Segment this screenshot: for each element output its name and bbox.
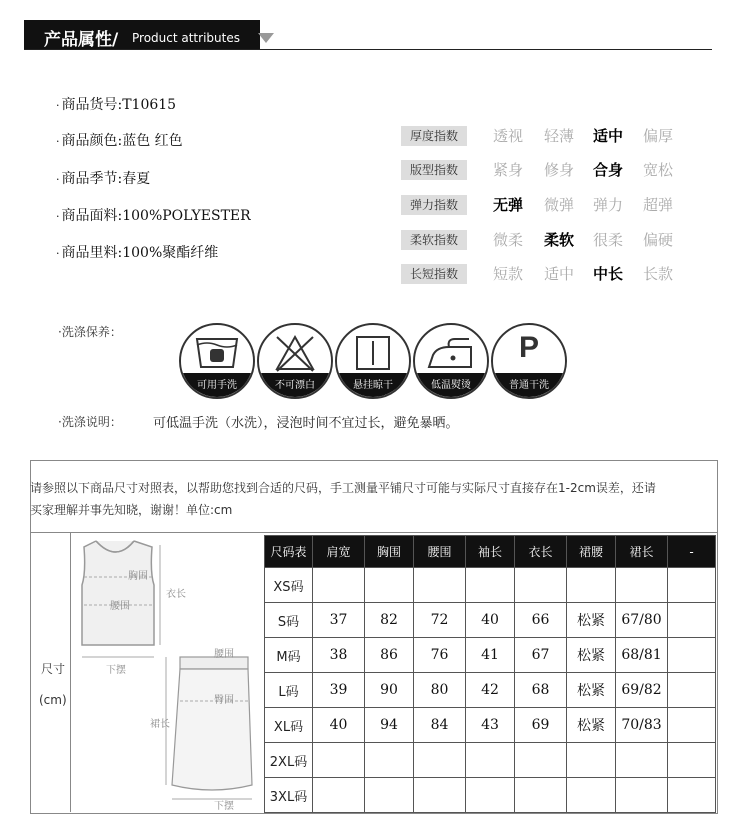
info-item-season: · 商品季节:春夏	[56, 171, 151, 187]
size-value-cell: 70/83	[616, 708, 668, 743]
info-item-color: · 商品颜色:蓝色 红色	[56, 133, 183, 149]
size-value-cell: 68/81	[616, 638, 668, 673]
diagram-label-hip: 臀围	[214, 695, 234, 706]
size-table-header	[265, 536, 716, 568]
size-value-cell: 80	[414, 673, 466, 708]
size-value-cell	[365, 778, 414, 813]
index-option: 很柔	[592, 231, 623, 249]
size-table-header-cell: 腰围	[414, 536, 466, 568]
diagram-label-skirt-hem: 下摆	[214, 801, 234, 812]
index-option: 透视	[492, 127, 523, 145]
size-name-cell: M码	[265, 638, 313, 673]
size-table-header-cell: 裙长	[616, 536, 668, 568]
index-option: 适中	[543, 265, 574, 283]
size-value-cell	[515, 743, 567, 778]
size-value-cell: 松紧	[567, 673, 616, 708]
size-value-cell: 42	[466, 673, 515, 708]
index-label: 柔软指数	[401, 230, 467, 250]
size-value-cell: 76	[414, 638, 466, 673]
size-value-cell	[414, 778, 466, 813]
size-value-cell	[616, 743, 668, 778]
size-name-cell: S码	[265, 603, 313, 638]
hang-dry-icon: 悬挂晾干	[335, 323, 411, 399]
index-option-selected: 柔软	[543, 231, 574, 249]
size-table-header-cell: 袖长	[466, 536, 515, 568]
size-value-cell: 67/80	[616, 603, 668, 638]
size-table-header-cell: 胸围	[365, 536, 414, 568]
size-table-header-cell: 肩宽	[313, 536, 365, 568]
table-row	[265, 743, 716, 778]
size-name-cell: 2XL码	[265, 743, 313, 778]
size-side-label: 尺寸	[41, 662, 66, 676]
size-value-cell: 82	[365, 603, 414, 638]
size-table-body	[265, 568, 716, 813]
size-value-cell: 72	[414, 603, 466, 638]
garment-diagram-svg	[72, 533, 262, 812]
size-value-cell	[567, 778, 616, 813]
index-option: 偏硬	[642, 231, 673, 249]
size-note: 请参照以下商品尺寸对照表，以帮助您找到合适的尺码，手工测量平铺尺寸可能与实际尺寸直接存在1-2cm误差，还请 买家理解并事先知晓，谢谢！单位:cm	[30, 481, 656, 517]
size-value-cell	[466, 568, 515, 603]
size-name-cell: 3XL码	[265, 778, 313, 813]
size-value-cell	[668, 743, 716, 778]
index-option: 短款	[492, 265, 523, 283]
diagram-label-waist: 腰围	[110, 601, 130, 612]
size-value-cell	[515, 568, 567, 603]
size-value-cell	[313, 778, 365, 813]
size-value-cell	[466, 778, 515, 813]
size-value-cell: 69/82	[616, 673, 668, 708]
size-value-cell: 66	[515, 603, 567, 638]
size-value-cell: 39	[313, 673, 365, 708]
table-row	[265, 568, 716, 603]
table-row	[265, 708, 716, 743]
size-value-cell	[668, 708, 716, 743]
size-value-cell	[668, 673, 716, 708]
diagram-label-skirt-length: 裙长	[150, 719, 170, 730]
index-label: 弹力指数	[401, 195, 467, 215]
size-side-unit: (cm)	[39, 693, 67, 707]
table-row	[265, 603, 716, 638]
size-value-cell: 松紧	[567, 603, 616, 638]
diagram-label-skirt-waist: 腰围	[214, 649, 234, 660]
size-value-cell: 86	[365, 638, 414, 673]
size-value-cell: 94	[365, 708, 414, 743]
info-item-sku: · 商品货号:T10615	[56, 97, 177, 113]
size-table	[264, 535, 716, 813]
index-option: 轻薄	[543, 127, 574, 145]
size-value-cell	[466, 743, 515, 778]
size-name-cell: XS码	[265, 568, 313, 603]
header-divider	[24, 49, 712, 50]
index-option: 微柔	[492, 231, 523, 249]
size-value-cell	[567, 743, 616, 778]
index-option-selected: 无弹	[492, 196, 523, 214]
diagram-label-bust: 胸围	[128, 571, 148, 582]
index-label: 版型指数	[401, 160, 467, 180]
low-iron-icon: 低温熨烫	[413, 323, 489, 399]
index-option: 紧身	[492, 161, 523, 179]
hand-wash-icon: 可用手洗	[179, 323, 255, 399]
size-value-cell: 松紧	[567, 638, 616, 673]
size-value-cell	[313, 743, 365, 778]
index-option: 超弹	[642, 196, 673, 214]
size-name-cell: XL码	[265, 708, 313, 743]
size-value-cell	[365, 743, 414, 778]
index-label: 长短指数	[401, 264, 467, 284]
index-option-selected: 中长	[592, 265, 623, 283]
size-value-cell	[414, 568, 466, 603]
size-value-cell	[313, 568, 365, 603]
size-value-cell: 37	[313, 603, 365, 638]
size-value-cell	[567, 568, 616, 603]
care-note-label: ·洗涤说明：	[58, 415, 122, 429]
dry-clean-icon: P 普通干洗	[491, 323, 567, 399]
size-value-cell	[668, 603, 716, 638]
care-note-text: 可低温手洗（水洗），浸泡时间不宜过长，避免暴晒。	[153, 416, 459, 431]
no-bleach-icon: 不可漂白	[257, 323, 333, 399]
index-option: 弹力	[592, 196, 623, 214]
size-value-cell	[668, 638, 716, 673]
info-item-fabric: · 商品面料:100%POLYESTER	[56, 208, 251, 224]
section-title: 产品属性/	[44, 30, 119, 50]
index-option: 宽松	[642, 161, 673, 179]
size-value-cell: 67	[515, 638, 567, 673]
size-side-divider	[70, 532, 71, 812]
size-value-cell: 40	[466, 603, 515, 638]
size-value-cell	[365, 568, 414, 603]
size-value-cell: 40	[313, 708, 365, 743]
index-option: 长款	[642, 265, 673, 283]
size-table-header-cell: 尺码表	[265, 536, 313, 568]
size-value-cell: 68	[515, 673, 567, 708]
table-row	[265, 778, 716, 813]
info-item-lining: · 商品里料:100%聚酯纤维	[56, 245, 219, 261]
size-value-cell: 38	[313, 638, 365, 673]
table-row	[265, 673, 716, 708]
index-option: 偏厚	[642, 127, 673, 145]
size-value-cell	[668, 568, 716, 603]
size-value-cell	[668, 778, 716, 813]
diagram-label-hem: 下摆	[106, 665, 126, 676]
size-value-cell: 69	[515, 708, 567, 743]
size-value-cell: 41	[466, 638, 515, 673]
size-value-cell: 90	[365, 673, 414, 708]
index-option-selected: 合身	[592, 161, 623, 179]
index-option-selected: 适中	[592, 127, 623, 145]
index-label: 厚度指数	[401, 126, 467, 146]
table-row	[265, 638, 716, 673]
size-value-cell	[616, 568, 668, 603]
garment-diagram	[72, 533, 262, 812]
size-table-header-cell: 裙腰	[567, 536, 616, 568]
size-value-cell: 松紧	[567, 708, 616, 743]
header-triangle-icon	[258, 33, 274, 43]
diagram-label-length: 衣长	[166, 589, 186, 600]
size-value-cell	[616, 778, 668, 813]
index-option: 微弹	[543, 196, 574, 214]
section-subtitle: Product attributes	[132, 31, 240, 45]
size-table-header-cell: -	[668, 536, 716, 568]
index-option: 修身	[543, 161, 574, 179]
size-value-cell	[414, 743, 466, 778]
size-value-cell: 43	[466, 708, 515, 743]
size-name-cell: L码	[265, 673, 313, 708]
size-value-cell: 84	[414, 708, 466, 743]
size-table-header-cell: 衣长	[515, 536, 567, 568]
care-heading: ·洗涤保养：	[58, 325, 122, 339]
size-value-cell	[515, 778, 567, 813]
